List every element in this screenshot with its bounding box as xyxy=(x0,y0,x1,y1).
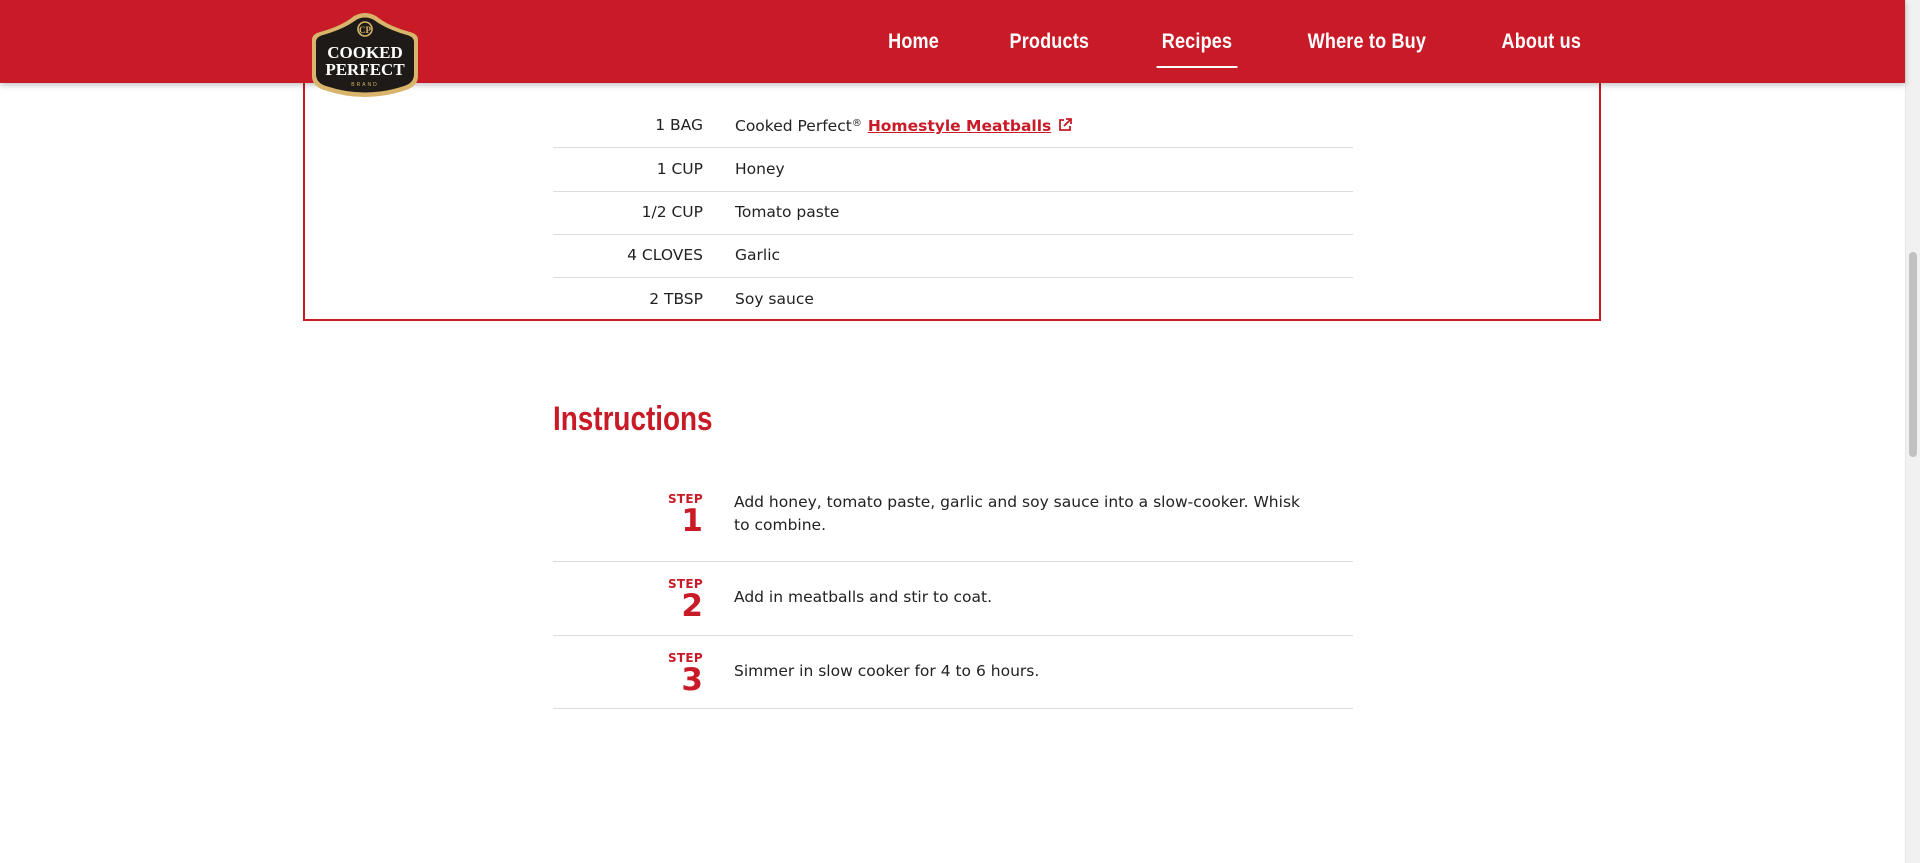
svg-text:BRAND: BRAND xyxy=(351,82,379,88)
site-header xyxy=(0,0,1905,83)
nav-where-to-buy[interactable]: Where to Buy xyxy=(1307,29,1426,53)
step-text: Add in meatballs and stir to coat. xyxy=(734,588,992,606)
ingredient-row xyxy=(553,103,1353,148)
scrollbar-thumb[interactable] xyxy=(1909,252,1917,457)
ingredient-name: Tomato paste xyxy=(735,203,840,221)
ingredient-row xyxy=(553,190,1353,235)
ingredient-quantity: 2 TBSP xyxy=(649,290,703,308)
ingredient-name xyxy=(735,115,1073,135)
ingredient-quantity: 4 CLOVES xyxy=(627,246,703,264)
instruction-step xyxy=(553,484,1353,562)
step-label xyxy=(553,577,703,624)
ingredient-quantity: 1 CUP xyxy=(656,160,703,178)
ingredient-name: Garlic xyxy=(735,246,781,264)
step-text: Add honey, tomato paste, garlic and soy sauce into a slow-cooker. Whisk to combine. xyxy=(734,493,1300,534)
nav-recipes[interactable]: Recipes xyxy=(1161,29,1232,53)
instruction-step xyxy=(553,562,1353,636)
step-word: STEP xyxy=(667,492,703,506)
nav-home[interactable]: Home xyxy=(888,29,939,53)
nav-products[interactable]: Products xyxy=(1009,29,1090,53)
ingredient-quantity: 1/2 CUP xyxy=(641,203,703,221)
ingredient-row xyxy=(553,277,1353,321)
ingredient-brand: Cooked Perfect xyxy=(735,117,852,135)
step-word: STEP xyxy=(667,577,703,591)
step-number: 1 xyxy=(681,503,703,539)
step-label xyxy=(553,492,703,539)
instructions-heading: Instructions xyxy=(553,400,713,438)
ingredient-row xyxy=(553,233,1353,278)
registered-mark: ® xyxy=(851,118,862,129)
ingredient-quantity: 1 BAG xyxy=(655,116,703,134)
svg-text:CP: CP xyxy=(359,25,371,35)
homestyle-meatballs-link[interactable]: Homestyle Meatballs xyxy=(867,117,1052,135)
external-link-icon[interactable] xyxy=(1057,117,1073,133)
ingredient-row xyxy=(553,147,1353,192)
ingredient-name: Honey xyxy=(735,160,785,178)
ingredient-name: Soy sauce xyxy=(735,290,814,308)
step-number: 3 xyxy=(681,662,703,698)
page-scrollbar[interactable] xyxy=(1905,0,1920,863)
instruction-step xyxy=(553,636,1353,709)
main-nav xyxy=(824,0,1588,83)
nav-about-us[interactable]: About us xyxy=(1501,29,1582,53)
step-label xyxy=(553,651,703,698)
cooked-perfect-logo[interactable] xyxy=(302,12,428,100)
svg-text:COOKED: COOKED xyxy=(327,43,403,62)
svg-text:PERFECT: PERFECT xyxy=(325,60,405,79)
step-text: Simmer in slow cooker for 4 to 6 hours. xyxy=(734,662,1040,680)
step-word: STEP xyxy=(667,651,703,665)
step-number: 2 xyxy=(681,588,703,624)
